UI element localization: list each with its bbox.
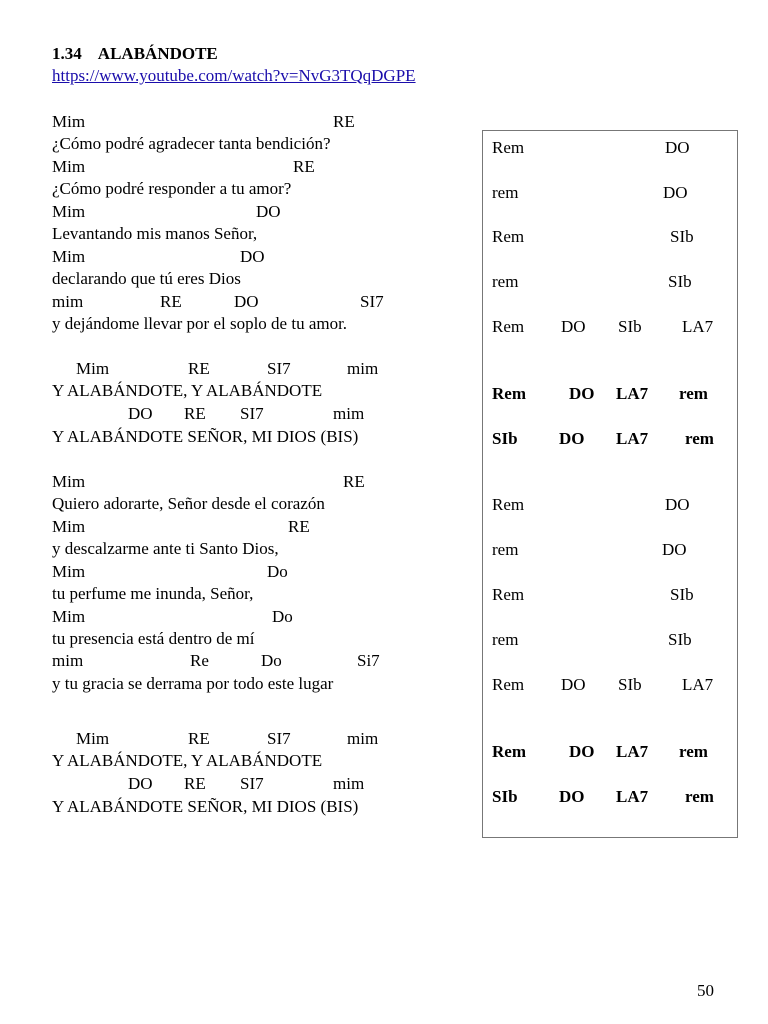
- box-chord: DO: [569, 742, 595, 761]
- box-chord: DO: [569, 384, 595, 403]
- song-title: 1.34 ALABÁNDOTE: [52, 44, 218, 63]
- chord-label: RE: [343, 472, 365, 491]
- box-chord: SIb: [668, 630, 692, 649]
- lyric-line: declarando que tú eres Dios: [52, 269, 241, 288]
- box-chord: LA7: [616, 742, 649, 761]
- chord-label: SI7: [240, 404, 264, 423]
- chord-label: mim: [52, 292, 84, 311]
- lyric-line: Quiero adorarte, Señor desde el corazón: [52, 494, 325, 513]
- box-chord: SIb: [670, 227, 694, 246]
- chord-label: Do: [261, 651, 282, 670]
- youtube-link[interactable]: https://www.youtube.com/watch?v=NvG3TQqDGPE: [52, 66, 416, 85]
- chord-label: mim: [52, 651, 84, 670]
- page-number: 50: [697, 981, 714, 1000]
- box-chord: SIb: [492, 429, 518, 448]
- chord-label: DO: [128, 404, 153, 423]
- chord-label: Do: [272, 607, 293, 626]
- box-chord: Rem: [492, 742, 526, 761]
- chord-label: RE: [288, 517, 310, 536]
- box-chord: SIb: [618, 675, 642, 694]
- box-chord: SIb: [492, 787, 518, 806]
- chord-label: RE: [160, 292, 182, 311]
- box-chord: SIb: [670, 585, 694, 604]
- box-chord: DO: [665, 138, 690, 157]
- box-chord: rem: [685, 787, 714, 806]
- box-chord: LA7: [682, 675, 714, 694]
- chord-label: mim: [347, 729, 379, 748]
- box-chord: Rem: [492, 675, 525, 694]
- chord-label: Mim: [52, 112, 86, 131]
- box-chord: Rem: [492, 495, 525, 514]
- box-chord: DO: [663, 183, 688, 202]
- lyric-line: tu perfume me inunda, Señor,: [52, 584, 254, 603]
- box-chord: DO: [561, 675, 586, 694]
- box-chord: SIb: [668, 272, 692, 291]
- lyric-line: Y ALABÁNDOTE, Y ALABÁNDOTE: [52, 381, 323, 400]
- chord-label: DO: [240, 247, 265, 266]
- box-chord: rem: [679, 742, 708, 761]
- box-chord: rem: [492, 272, 519, 291]
- box-chord: rem: [492, 183, 519, 202]
- lyric-line: Y ALABÁNDOTE SEÑOR, MI DIOS (BIS): [52, 797, 359, 816]
- box-chord: Rem: [492, 138, 525, 157]
- lyric-line: ¿Cómo podré agradecer tanta bendición?: [52, 134, 331, 153]
- lyric-line: y tu gracia se derrama por todo este lugar: [52, 674, 334, 693]
- chord-label: Re: [190, 651, 209, 670]
- chord-label: Mim: [52, 517, 86, 536]
- box-chord: SIb: [618, 317, 642, 336]
- chord-label: Mim: [52, 247, 86, 266]
- lyric-line: Y ALABÁNDOTE SEÑOR, MI DIOS (BIS): [52, 427, 359, 446]
- chord-label: Mim: [52, 562, 86, 581]
- box-chord: DO: [559, 787, 585, 806]
- chord-label: Mim: [76, 359, 110, 378]
- chord-label: RE: [184, 774, 206, 793]
- box-chord: Rem: [492, 585, 525, 604]
- chord-label: DO: [234, 292, 259, 311]
- box-chord: Rem: [492, 384, 526, 403]
- box-chord: rem: [685, 429, 714, 448]
- box-chord: DO: [662, 540, 687, 559]
- lyric-line: Levantando mis manos Señor,: [52, 224, 258, 243]
- chord-label: SI7: [360, 292, 384, 311]
- box-chord: rem: [492, 540, 519, 559]
- chord-label: DO: [256, 202, 281, 221]
- box-chord: LA7: [616, 787, 649, 806]
- chord-label: mim: [333, 774, 365, 793]
- box-chord: rem: [679, 384, 708, 403]
- chord-label: SI7: [240, 774, 264, 793]
- lyric-line: ¿Cómo podré responder a tu amor?: [52, 179, 292, 198]
- lyric-line: tu presencia está dentro de mí: [52, 629, 255, 648]
- chord-label: Do: [267, 562, 288, 581]
- lyric-line: Y ALABÁNDOTE, Y ALABÁNDOTE: [52, 751, 323, 770]
- chord-label: RE: [188, 359, 210, 378]
- box-chord: rem: [492, 630, 519, 649]
- lyric-line: y descalzarme ante ti Santo Dios,: [52, 539, 279, 558]
- chord-label: Mim: [76, 729, 110, 748]
- chord-label: Mim: [52, 157, 86, 176]
- chord-label: DO: [128, 774, 153, 793]
- chord-label: SI7: [267, 359, 291, 378]
- chord-label: RE: [188, 729, 210, 748]
- box-chord: DO: [561, 317, 586, 336]
- box-chord: LA7: [616, 384, 649, 403]
- chord-label: SI7: [267, 729, 291, 748]
- chord-label: Si7: [357, 651, 380, 670]
- lyric-line: y dejándome llevar por el soplo de tu amor.: [52, 314, 348, 333]
- chord-label: RE: [333, 112, 355, 131]
- chord-label: Mim: [52, 607, 86, 626]
- box-chord: DO: [559, 429, 585, 448]
- chord-label: RE: [184, 404, 206, 423]
- box-chord: Rem: [492, 317, 525, 336]
- box-chord: DO: [665, 495, 690, 514]
- chord-label: mim: [333, 404, 365, 423]
- chord-label: Mim: [52, 472, 86, 491]
- chord-label: mim: [347, 359, 379, 378]
- chord-label: RE: [293, 157, 315, 176]
- box-chord: LA7: [682, 317, 714, 336]
- box-chord: Rem: [492, 227, 525, 246]
- chord-summary-box: [482, 130, 738, 838]
- box-chord: LA7: [616, 429, 649, 448]
- chord-label: Mim: [52, 202, 86, 221]
